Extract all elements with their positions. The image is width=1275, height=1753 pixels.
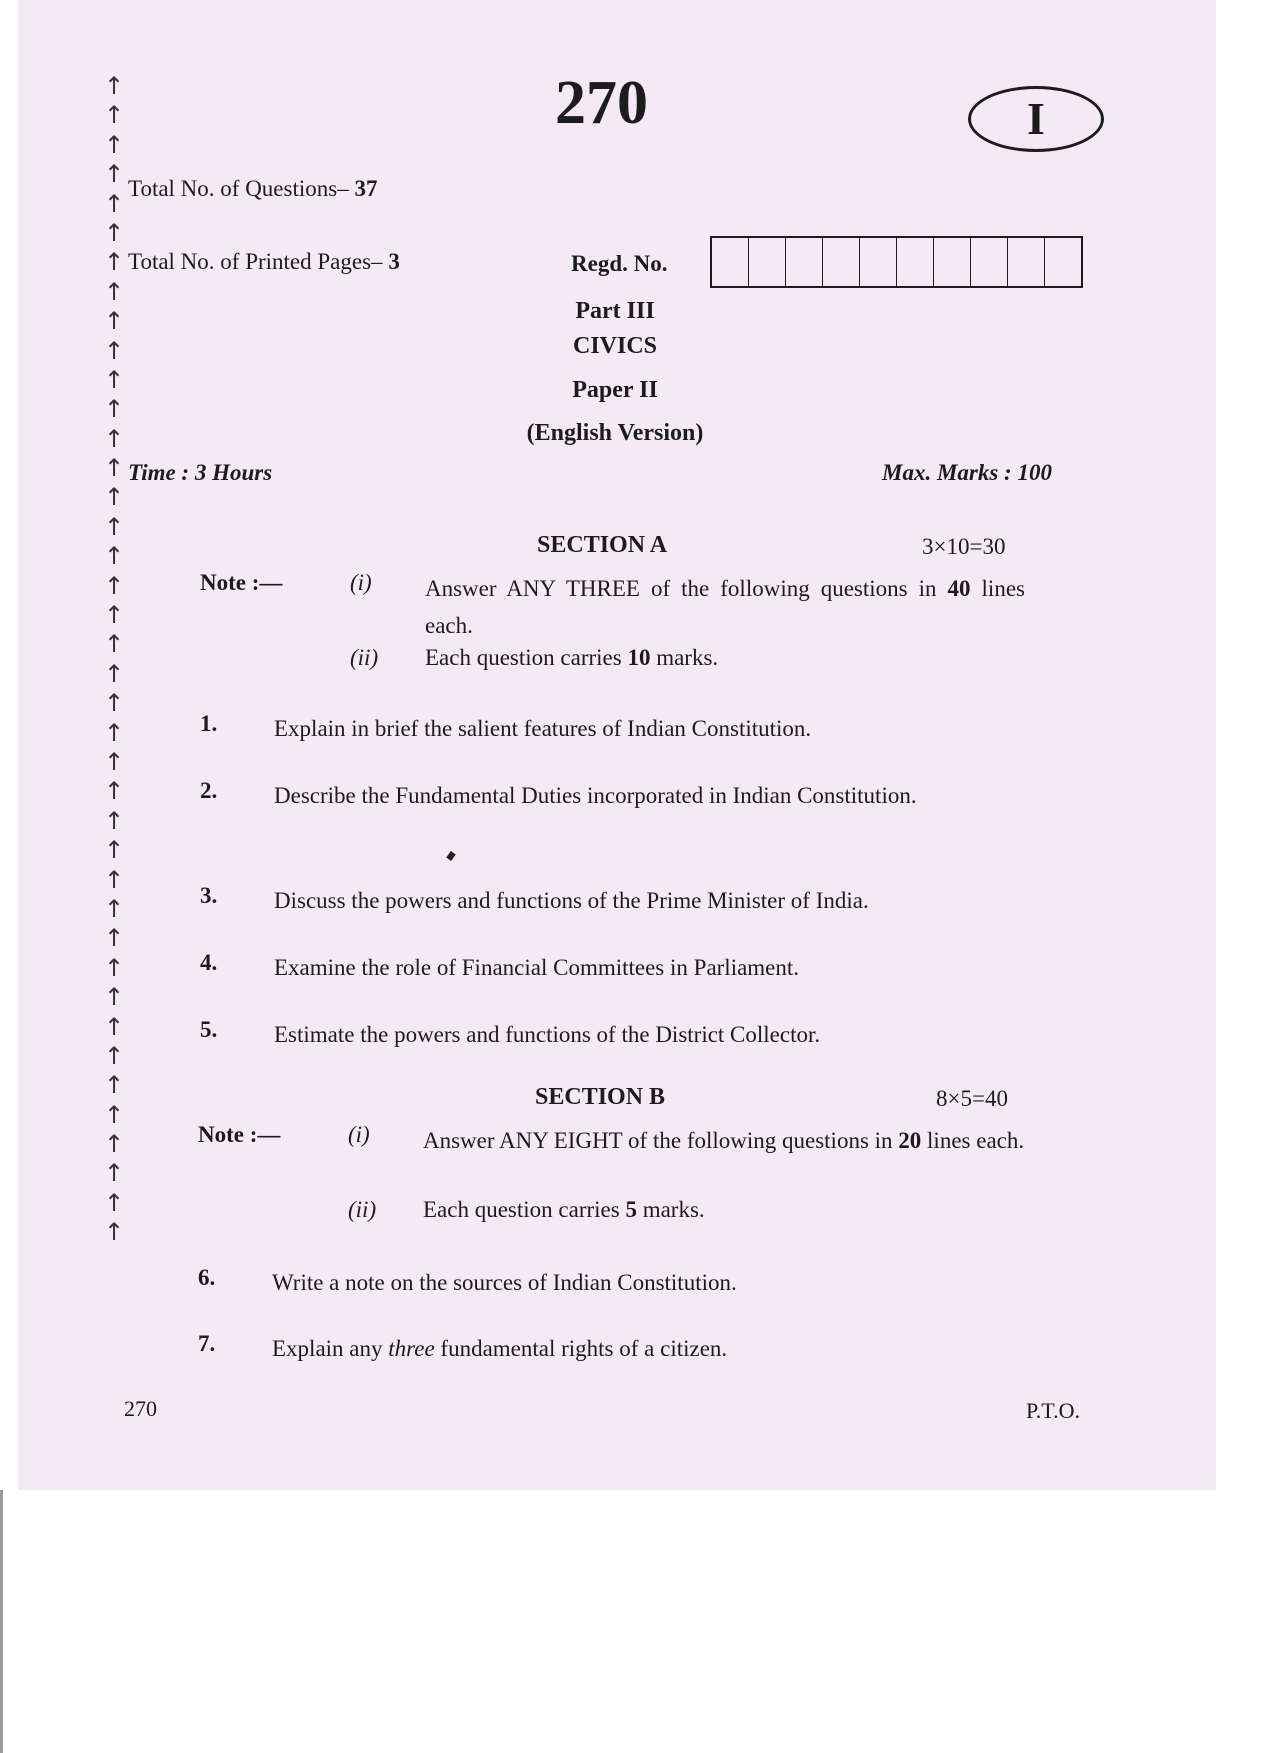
question-number: 2.	[200, 778, 218, 803]
note-lines-count: 20	[898, 1128, 922, 1153]
margin-arrow: ↑	[104, 1100, 125, 1129]
margin-arrow: ↑	[104, 307, 125, 336]
paper-code: 270	[555, 69, 648, 137]
margin-arrow: ↑	[104, 365, 125, 394]
question-number: 4.	[200, 950, 218, 975]
question-number: 1.	[200, 711, 218, 736]
question-number: 6.	[198, 1265, 216, 1290]
part-label: Part III	[575, 298, 655, 324]
margin-arrow: ↑	[104, 248, 125, 277]
note-lines-count: 40	[947, 576, 971, 601]
margin-arrow: ↑	[104, 189, 125, 218]
margin-arrow: ↑	[104, 454, 125, 483]
total-questions-label: Total No. of Questions–	[128, 176, 349, 201]
margin-arrow: ↑	[104, 1218, 125, 1247]
section-b-note-2-num: (ii)	[348, 1197, 377, 1222]
margin-arrow: ↑	[104, 836, 125, 865]
margin-arrow: ↑	[104, 1012, 125, 1041]
margin-arrow: ↑	[104, 277, 125, 306]
note-text: marks.	[650, 645, 719, 670]
total-questions	[128, 176, 377, 202]
margin-arrow: ↑	[104, 1130, 125, 1159]
version-label: (English Version)	[526, 420, 704, 446]
question-text-emphasis: three	[388, 1336, 435, 1361]
subject-label: CIVICS	[572, 333, 658, 359]
pto-label: P.T.O.	[1026, 1398, 1080, 1423]
max-marks-label: Max. Marks : 100	[882, 460, 1052, 485]
total-questions-value: 37	[354, 176, 378, 201]
section-a-marks: 3×10=30	[922, 534, 1006, 559]
question-text-part: Explain any	[272, 1336, 389, 1361]
margin-arrow: ↑	[104, 865, 125, 894]
note-marks-count: 10	[627, 645, 651, 670]
regd-number-boxes[interactable]	[710, 236, 1083, 288]
margin-arrow: ↑	[104, 806, 125, 835]
question-text	[272, 1331, 1032, 1367]
margin-arrow: ↑	[104, 777, 125, 806]
note-text: Each question carries	[423, 1197, 626, 1222]
section-a-title: SECTION A	[537, 532, 668, 558]
margin-arrow: ↑	[104, 953, 125, 982]
margin-arrow: ↑	[104, 630, 125, 659]
question-text: Discuss the powers and functions of the Prime Minister of India.	[274, 888, 869, 913]
note-text: lines each.	[921, 1128, 1025, 1153]
section-a-note-label: Note :—	[200, 570, 283, 595]
question-text: Describe the Fundamental Duties incorporated in Indian Constitution.	[274, 783, 917, 808]
note-text: marks.	[636, 1197, 705, 1222]
margin-arrows	[104, 72, 128, 1248]
section-a-note-2-num: (ii)	[350, 645, 379, 670]
question-number: 3.	[200, 883, 218, 908]
paper-label: Paper II	[572, 377, 658, 403]
note-text: Answer ANY THREE of the following questions in	[425, 576, 948, 601]
time-label: Time : 3 Hours	[128, 460, 273, 485]
ink-mark	[448, 840, 454, 866]
note-text: Each question carries	[425, 645, 628, 670]
margin-arrow: ↑	[104, 1159, 125, 1188]
margin-arrow: ↑	[104, 72, 125, 100]
set-code-oval: I	[968, 86, 1104, 152]
question-text: Write a note on the sources of Indian Constitution.	[272, 1270, 737, 1295]
section-b-note-1-text	[423, 1122, 1025, 1159]
scan-edge-line	[0, 1490, 3, 1753]
footer-page-code: 270	[124, 1396, 157, 1421]
regd-label: Regd. No.	[571, 251, 668, 276]
margin-arrow: ↑	[104, 1071, 125, 1100]
margin-arrow: ↑	[104, 689, 125, 718]
margin-arrow: ↑	[104, 483, 125, 512]
question-text: Estimate the powers and functions of the District Collector.	[274, 1022, 821, 1047]
question-number: 7.	[198, 1331, 216, 1356]
question-number: 5.	[200, 1017, 218, 1042]
question-text-part: fundamental rights of a citizen.	[434, 1336, 728, 1361]
margin-arrow: ↑	[104, 659, 125, 688]
margin-arrow: ↑	[104, 160, 125, 189]
margin-arrow: ↑	[104, 542, 125, 571]
section-a-note-1-text	[425, 570, 1025, 644]
section-b-title: SECTION B	[535, 1084, 666, 1110]
margin-arrow: ↑	[104, 218, 125, 247]
margin-arrow: ↑	[104, 512, 125, 541]
margin-arrow: ↑	[104, 336, 125, 365]
margin-arrow: ↑	[104, 718, 125, 747]
margin-arrow: ↑	[104, 924, 125, 953]
question-text: Examine the role of Financial Committees in Parliament.	[274, 955, 800, 980]
total-pages-label: Total No. of Printed Pages–	[128, 249, 383, 274]
margin-arrow: ↑	[104, 101, 125, 130]
margin-arrow: ↑	[104, 983, 125, 1012]
margin-arrow: ↑	[104, 1041, 125, 1070]
section-b-marks: 8×5=40	[936, 1086, 1008, 1111]
question-text: Explain in brief the salient features of Indian Constitution.	[274, 716, 812, 741]
note-marks-count: 5	[625, 1197, 637, 1222]
section-a-note-1-num: (i)	[350, 570, 372, 595]
margin-arrow: ↑	[104, 424, 125, 453]
note-text: Answer ANY EIGHT of the following questions in	[423, 1128, 899, 1153]
note-text: lines each.	[425, 576, 1025, 638]
section-b-note-1-num: (i)	[348, 1122, 370, 1147]
margin-arrow: ↑	[104, 894, 125, 923]
margin-arrow: ↑	[104, 395, 125, 424]
section-a-note-2-text	[425, 645, 718, 671]
margin-arrow: ↑	[104, 571, 125, 600]
margin-arrow: ↑	[104, 747, 125, 776]
margin-arrow: ↑	[104, 1188, 125, 1217]
total-pages-value: 3	[388, 249, 400, 274]
section-b-note-2-text	[423, 1197, 705, 1223]
margin-arrow: ↑	[104, 130, 125, 159]
section-b-note-label: Note :—	[198, 1122, 281, 1147]
margin-arrow: ↑	[104, 601, 125, 630]
total-pages	[128, 249, 400, 275]
